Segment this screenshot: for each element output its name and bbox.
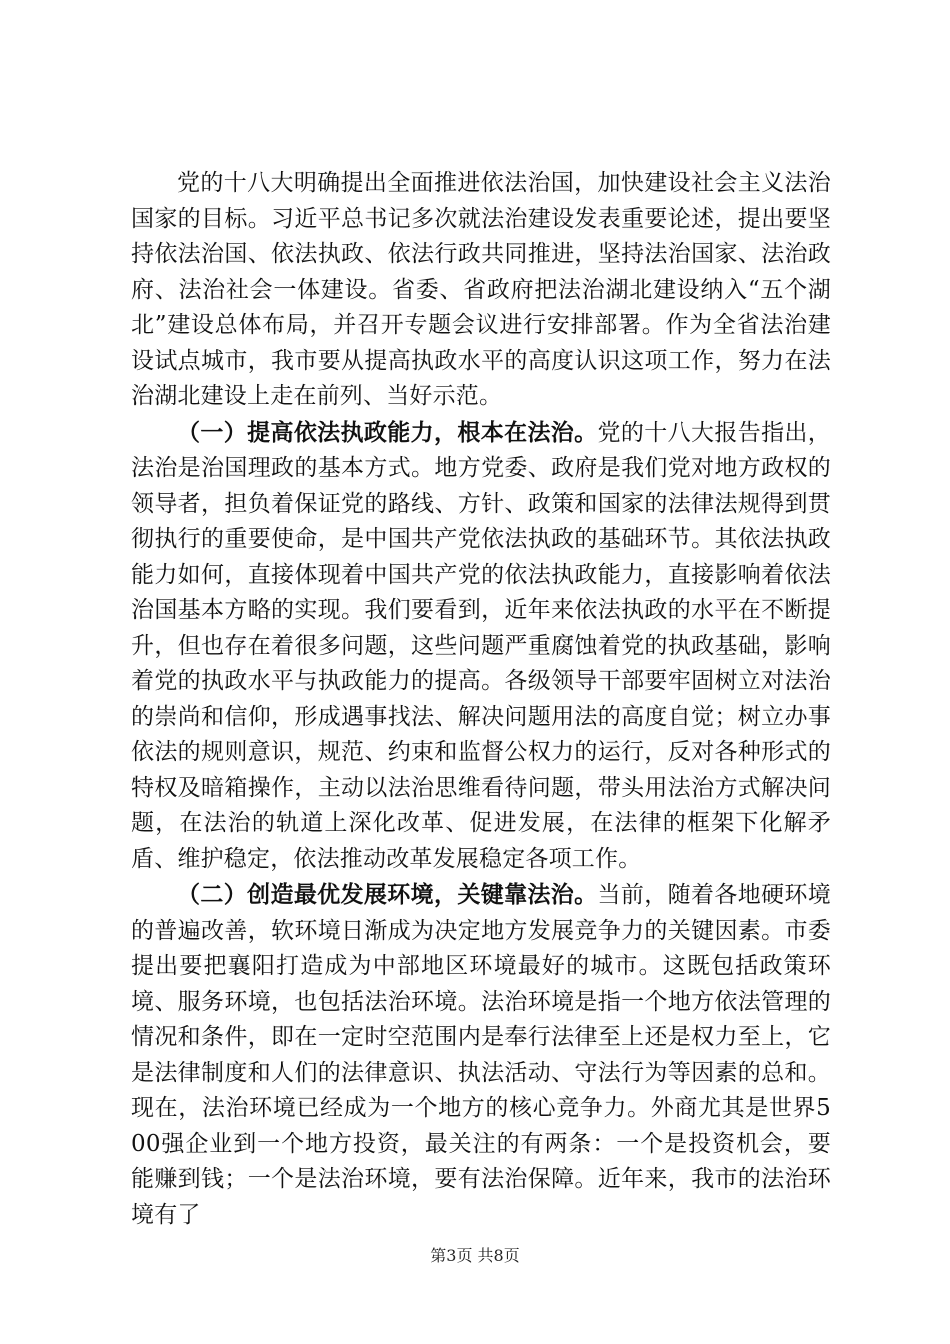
paragraph-text: 党的十八大报告指出，法治是治国理政的基本方式。地方党委、政府是我们党对地方政权的领导者，担负着保证党的路线、方针、政策和国家的法律法规得到贯彻执行的重要使命，是中国共产党依法执政的基础环节。其依法执政能力如何，直接体现着中国共产党的依法执政能力，直接影响着依法治国基本方略的实现。我们要看到，近年来依法执政的水平在不断提升，但也存在着很多问题，这些问题严重腐蚀着党的执政基础，影响着党的执政水平与执政能力的提高。各级领导干部要牢固树立对法治的崇尚和信仰，形成遇事找法、解决问题用法的高度自觉；树立办事依法的规则意识，规范、约束和监督公权力的运行，反对各种形式的特权及暗箱操作，主动以法治思维看待问题，带头用法治方式解决问题，在法治的轨道上深化改革、促进发展，在法律的框架下化解矛盾、维护稳定，依法推动改革发展稳定各项工作。 <box>131 419 831 872</box>
paragraph-text: 当前，随着各地硬环境的普遍改善，软环境日渐成为决定地方发展竞争力的关键因素。市委提出要把襄阳打造成为中部地区环境最好的城市。这既包括政策环境、服务环境，也包括法治环境。法治环境是指一个地方依法管理的情况和条件，即在一定时空范围内是奉行法律至上还是权力至上，它是法律制度和人们的法律意识、执法活动、守法行为等因素的总和。现在，法治环境已经成为一个地方的核心竞争力。外商尤其是世界500强企业到一个地方投资，最关注的有两条：一个是投资机会，要能赚到钱；一个是法治环境，要有法治保障。近年来，我市的法治环境有了 <box>131 882 831 1228</box>
section-heading: （二）创造最优发展环境，关键靠法治。 <box>177 881 598 908</box>
paragraph-section-1 <box>131 415 831 878</box>
paragraph-section-2 <box>131 877 831 1233</box>
document-body <box>131 166 831 1233</box>
page-number-footer: 第3页 共8页 <box>430 1246 520 1265</box>
paragraph-intro <box>131 166 831 415</box>
section-heading: （一）提高依法执政能力，根本在法治。 <box>177 418 598 446</box>
paragraph-text: 党的十八大明确提出全面推进依法治国，加快建设社会主义法治国家的目标。习近平总书记多次就法治建设发表重要论述，提出要坚持依法治国、依法执政、依法行政共同推进，坚持法治国家、法治政府、法治社会一体建设。省委、省政府把法治湖北建设纳入“五个湖北”建设总体布局，并召开专题会议进行安排部署。作为全省法治建设试点城市，我市要从提高执政水平的高度认识这项工作，努力在法治湖北建设上走在前列、当好示范。 <box>131 170 831 409</box>
